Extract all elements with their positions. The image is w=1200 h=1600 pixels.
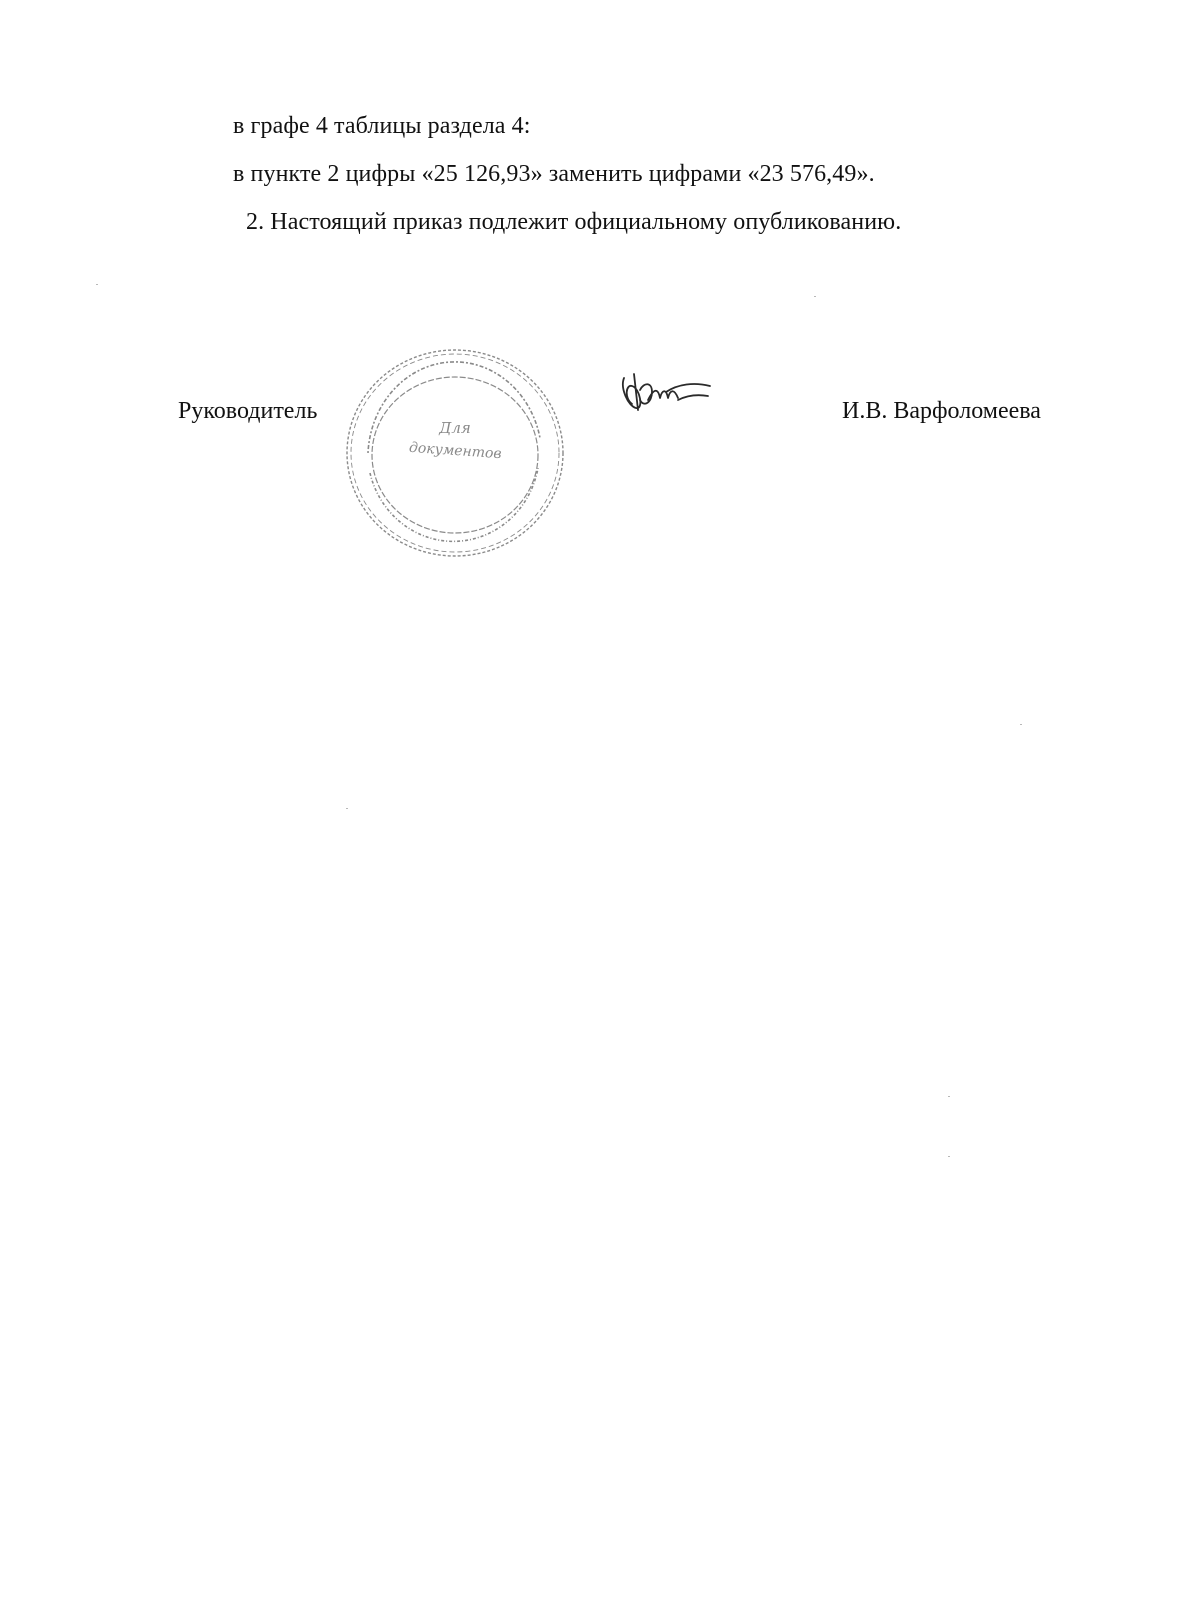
stamp-center-text-2: документов (408, 439, 503, 463)
official-stamp (340, 343, 570, 563)
paragraph-line-1: в графе 4 таблицы раздела 4: (233, 113, 531, 139)
paragraph-line-2: в пункте 2 цифры «25 126,93» заменить цифрами «23 576,49». (233, 161, 875, 187)
scan-speck (948, 1156, 950, 1157)
scan-speck (948, 1096, 950, 1097)
scan-speck (1020, 724, 1022, 725)
scan-speck (346, 808, 348, 809)
stamp-center-text-1: Для (439, 419, 471, 437)
signer-name: И.В. Варфоломеева (842, 398, 1041, 424)
handwritten-signature (618, 370, 718, 430)
paragraph-line-3: 2. Настоящий приказ подлежит официальному опубликованию. (246, 209, 902, 235)
scan-speck (96, 284, 98, 285)
scan-speck (814, 296, 816, 297)
signer-position: Руководитель (178, 398, 318, 424)
